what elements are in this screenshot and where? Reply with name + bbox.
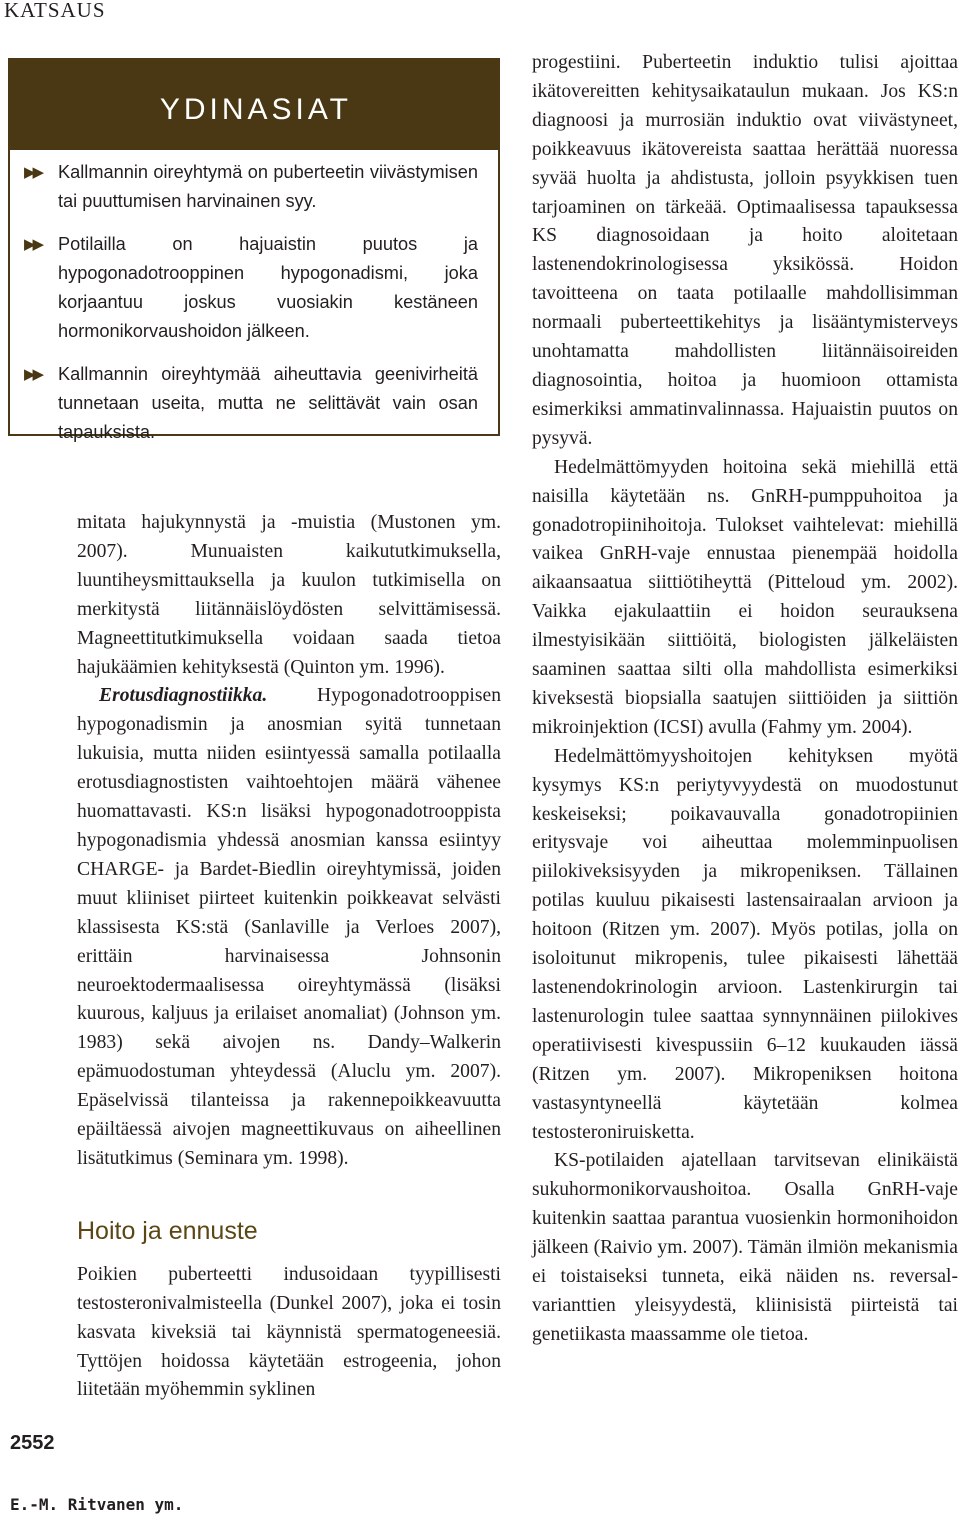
key-point-item (24, 158, 478, 216)
paragraph: Hedelmättömyyden hoitoina sekä miehillä että naisilla käytetään ns. GnRH-pumppuhoitoa ja gonadotropiinihoitoja. Tulokset vaihtelevat: miehillä vaikea GnRH-vaje ennustaa pienempää hoidolla aikaansaatua siittiötiheyttä (Pitteloud ym. 2002). Vaikka ejakulaattiin ei hoidon seurauksena ilmestyisikään siittiöitä, biologisten jälkeläisten saaminen saattaa silti olla mahdollista esimerkiksi kiveksestä biopsialla saatujen siittiöiden ja siittiön mikroinjektion (ICSI) avulla (Fahmy ym. 2004). (532, 456, 958, 738)
key-point-item (24, 230, 478, 346)
key-points-box (8, 58, 500, 442)
section-heading: Hoito ja ennuste (77, 1216, 258, 1245)
paragraph: Hedelmättömyyshoitojen kehityksen myötä kysymys KS:n periytyvyydestä on muodostunut keskeiseksi; poikavauvalla gonadotropiinien eritysvaje voi aiheuttaa molemminpuolisen piilokiveksisyyden ja mikropeniksen. Tällainen potilas kuuluu pikaisesti lastensairaalan arvioon ja hoitoon (Ritzen ym. 2007). Myös potilas, jolla on isoloitunut mikropenis, tulee pikaisesti lähettää lastenendokrinologin arvioon. Lastenkirurgin tai lastenurologin tulee saattaa synnynnäinen piilokives operatiivisesti kivespussiin 6–12 kuukauden iässä (Ritzen ym. 2007). Mikropeniksen hoitona vastasyntyneellä käytetään kolmea testosteroniruisketta. (532, 745, 958, 1143)
page-number: 2552 (10, 1432, 55, 1454)
double-arrow-icon: ▶▶ (24, 164, 42, 181)
left-column (77, 509, 501, 1405)
double-arrow-icon: ▶▶ (24, 236, 42, 253)
section-label: KATSAUS (4, 0, 106, 22)
key-points-list (10, 150, 498, 447)
key-point-text: Kallmannin oireyhtymä on puberteetin viivästymisen tai puuttumisen harvinainen syy. (58, 162, 478, 211)
paragraph: KS-potilaiden ajatellaan tarvitsevan elinikäistä sukuhormonikorvaushoitoa. Osalla GnRH-vaje kuitenkin saattaa parantua vuosienkin hormonihoidon jälkeen (Raivio ym. 2007). Tämän ilmiön mekanismia ei toistaiseksi tunneta, eikä näiden ns. reversal-varianttien yleisyydestä, kliinisistä piirteistä tai genetiikasta maassamme ole tietoa. (532, 1150, 958, 1345)
key-point-item (24, 360, 478, 447)
author-footer: E.-M. Ritvanen ym. (10, 1495, 184, 1514)
right-column (532, 49, 958, 1350)
key-point-text: Kallmannin oireyhtymää aiheuttavia geenivirheitä tunnetaan useita, mutta ne selittävät vain osan tapauksista. (58, 364, 478, 442)
key-points-title: YDINASIAT (10, 60, 498, 150)
paragraph-body: Hypogonadotrooppisen hypogonadismin ja anosmian syitä tunnetaan lukuisia, mutta niiden esiintyessä samalla potilaalla erotusdiagnostisten vaihtoehtojen määrä vähenee huomattavasti. KS:n lisäksi hypogonadotrooppista hypogonadismia yhdessä anosmian kanssa esiintyy CHARGE- ja Bardet-Biedlin oireyhtymissä, joiden muut kliiniset piirteet kuitenkin poikkeavat selvästi klassisesta KS:stä (Sanlaville ja Verloes 2007), erittäin harvinaisessa Johnsonin neuroektodermaalisessa oireyhtymässä (lisäksi kuurous, kaljuus ja erilaiset anomaliat) (Johnson ym. 1983) sekä aivojen ns. Dandy–Walkerin epämuodostuman yhteydessä (Aluclu ym. 2007). Epäselvissä tilanteissa ja rakennepoikkeavuutta epäiltäessä aivojen magneettikuvaus on aiheellinen lisätutkimus (Seminara ym. 1998). (77, 685, 501, 1169)
paragraph (77, 682, 501, 1173)
paragraph: progestiini. Puberteetin induktio tulisi ajoittaa ikätovereitten kehitysaikataulun mukaan. Jos KS:n diagnoosi ja murrosiän induktio ovat viivästyneet, poikkeavuus ikätovereista saattaa herättää nuoressa syvää huolta ja ahdistusta, jolloin psyykkisen tuen tarjoaminen on tärkeää. Optimaalisessa tapauksessa KS diagnosoidaan ja hoito aloitetaan lastenendokrinologisessa yksikössä. Hoidon tavoitteena on taata potilaalle mahdollisimman normaali puberteettikehitys ja lisääntymisterveys unohtamatta mahdollisten liitännäisoireiden diagnosointia, hoitoa ja huomioon ottamista esimerkiksi ammatinvalinnassa. Hajuaistin puutos on pysyvä. (532, 52, 958, 449)
run-in-heading: Erotusdiagnostiikka. (99, 685, 268, 707)
double-arrow-icon: ▶▶ (24, 366, 42, 383)
paragraph: Poikien puberteetti indusoidaan tyypillisesti testosteronivalmisteella (Dunkel 2007), joka ei tosin kasvata kiveksiä tai käynnistä spermatogeneesiä. Tyttöjen hoidossa käytetään estrogeenia, johon liitetään myöhemmin syklinen (77, 1263, 501, 1401)
key-point-text: Potilailla on hajuaistin puutos ja hypogonadotrooppinen hypogonadismi, joka korjaantuu joskus vuosiakin kestäneen hormonikorvaushoidon jälkeen. (58, 234, 478, 341)
paragraph: mitata hajukynnystä ja -muistia (Mustonen ym. 2007). Munuaisten kaikututkimuksella, luuntiheysmittauksella ja kuulon tutkimisella on merkitystä liitännäislöydösten selvittämisessä. Magneettitutkimuksella voidaan saada tietoa hajukäämien kehityksestä (Quinton ym. 1996). (77, 512, 501, 678)
